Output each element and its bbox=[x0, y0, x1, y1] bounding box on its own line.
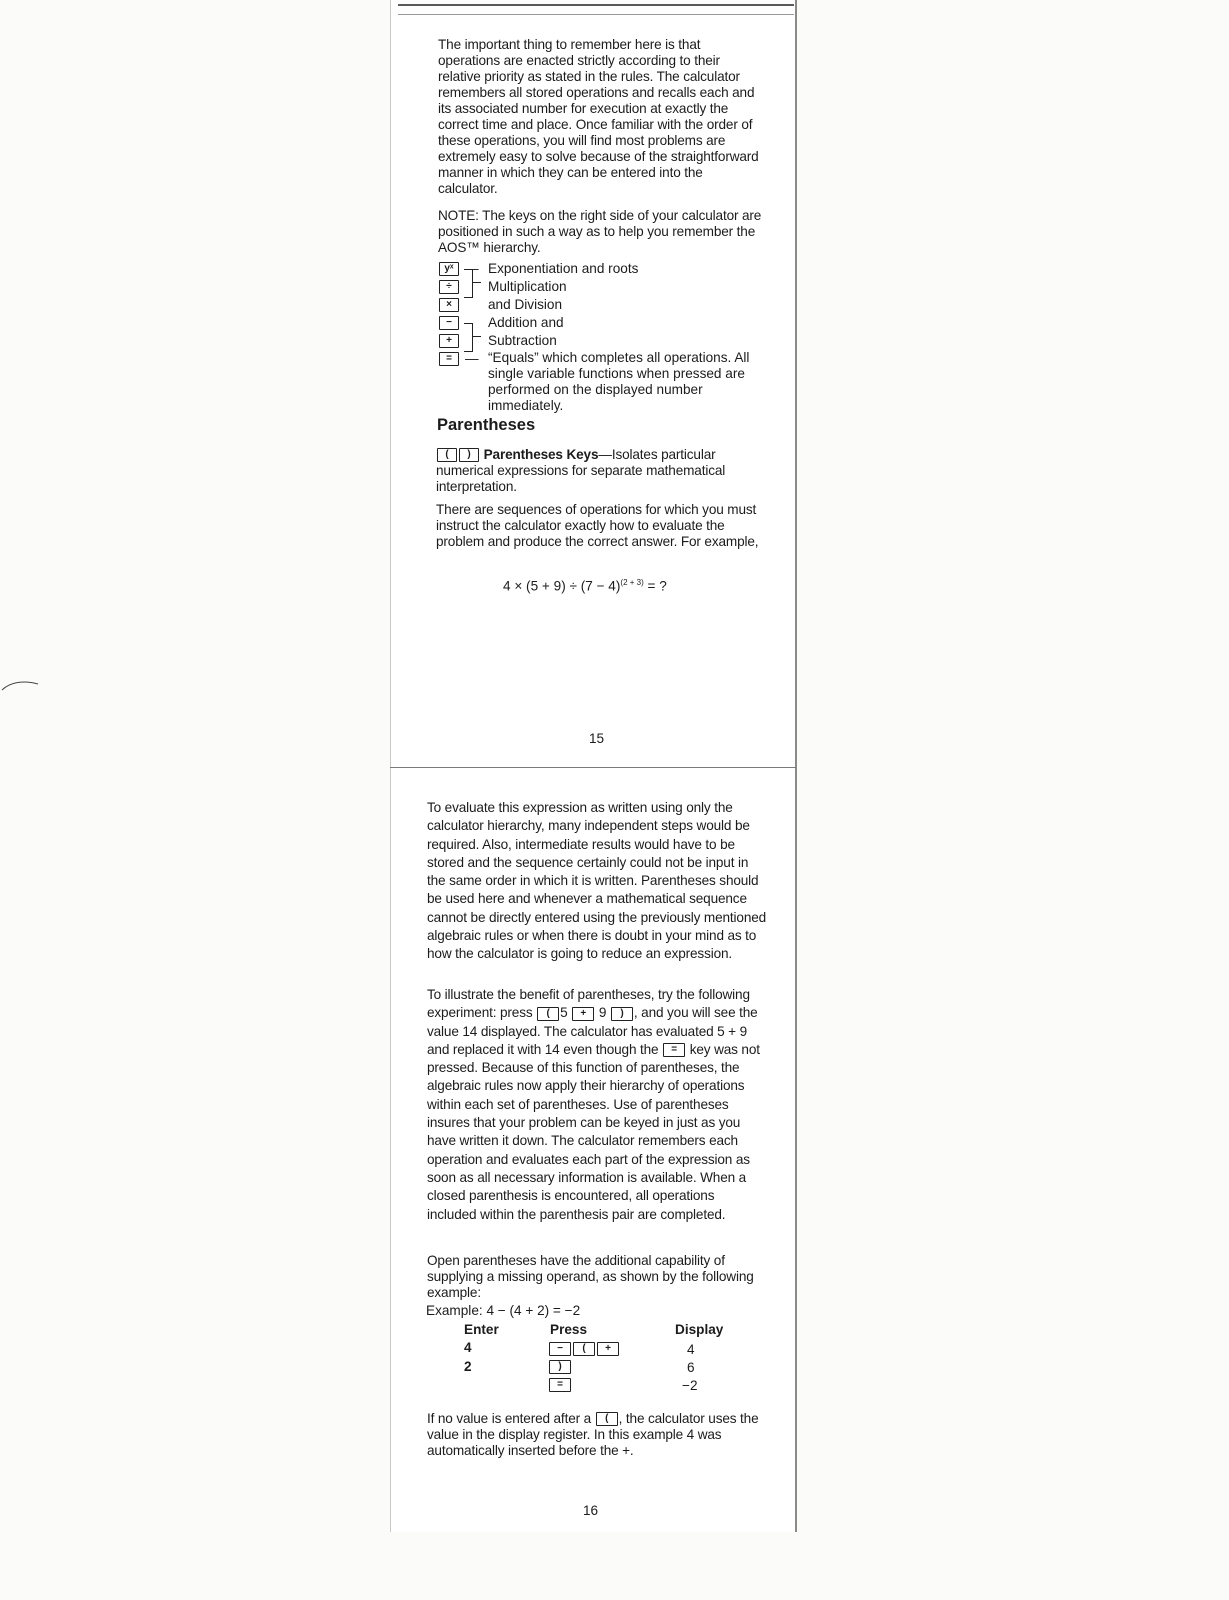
display-header: Display bbox=[675, 1322, 724, 1337]
plus-key-icon: + bbox=[439, 334, 459, 348]
open-paren-key-icon: ( bbox=[596, 1412, 618, 1426]
example-title: Example: 4 − (4 + 2) = −2 bbox=[426, 1303, 581, 1318]
subtraction-label: Subtraction bbox=[488, 333, 557, 348]
missing-value-text: , the calculator uses the value in the display register. In this example 4 was automatically inserted before the +. bbox=[427, 1411, 759, 1458]
enter-header: Enter bbox=[464, 1322, 499, 1337]
addsub-brace bbox=[464, 323, 473, 352]
display-value-row1: 4 bbox=[687, 1342, 695, 1357]
muldiv-brace bbox=[464, 269, 473, 298]
minus-key-icon: − bbox=[439, 316, 459, 330]
open-paren-key-icon: ( bbox=[537, 1007, 559, 1021]
display-value-row2: 6 bbox=[687, 1360, 695, 1375]
power-label: Exponentiation and roots bbox=[488, 261, 639, 276]
margin-mark bbox=[0, 678, 40, 698]
paren-keys-paragraph bbox=[436, 447, 766, 495]
open-paren-key-icon: ( bbox=[573, 1342, 595, 1356]
press-header: Press bbox=[550, 1322, 588, 1337]
open-paren-key-icon: ( bbox=[437, 448, 457, 462]
evaluate-paragraph: To evaluate this expression as written using only the calculator hierarchy, many independent steps would be required. Also, intermediate results would have to be stored and the sequence certainly could not be input in the same order in which it is written. Parentheses should be used here and whenever a mathematical sequence cannot be directly entered using the previously mentioned algebraic rules or when there is doubt in your mind as to how the calculator is going to reduce an expression. bbox=[427, 800, 767, 962]
digit-5: 5 bbox=[560, 1005, 568, 1021]
formula-exponent: (2 + 3) bbox=[620, 578, 644, 587]
multiplication-label: Multiplication bbox=[488, 279, 567, 294]
hierarchy-dash: — bbox=[465, 261, 479, 276]
division-label: and Division bbox=[488, 297, 563, 312]
close-paren-key-icon: ) bbox=[459, 448, 479, 462]
illustrate-text: To illustrate the benefit of parentheses, try the following experiment: press bbox=[427, 987, 750, 1021]
illustrate-paragraph bbox=[427, 986, 767, 1224]
close-paren-key-icon: ) bbox=[611, 1007, 633, 1021]
enter-value-row2: 2 bbox=[464, 1359, 472, 1374]
equals-key-icon: = bbox=[549, 1378, 571, 1392]
press-keys-row1 bbox=[548, 1341, 620, 1356]
formula-main: 4 × (5 + 9) ÷ (7 − 4) bbox=[503, 578, 621, 594]
open-paren-paragraph: Open parentheses have the additional capability of supplying a missing operand, as shown by the following example: bbox=[427, 1253, 754, 1300]
equals-label: “Equals” which completes all operations. All single variable functions when pressed are performed on the displayed number immediately. bbox=[488, 350, 750, 413]
missing-value-text: If no value is entered after a bbox=[427, 1411, 592, 1426]
missing-value-paragraph bbox=[427, 1411, 767, 1459]
plus-key-icon: + bbox=[572, 1007, 594, 1021]
multiply-key-icon: × bbox=[439, 298, 459, 312]
sequences-paragraph: There are sequences of operations for which you must instruct the calculator exactly how to evaluate the problem and produce the correct answer. For example, bbox=[436, 502, 759, 549]
digit-9: 9 bbox=[598, 1005, 607, 1021]
enter-value-row1: 4 bbox=[464, 1340, 472, 1355]
minus-key-icon: − bbox=[549, 1342, 571, 1356]
intro-paragraph: The important thing to remember here is that operations are enacted strictly according to their relative priority as stated in the rules. The calculator remembers all stored operations and recalls each and its associated number for execution at exactly the correct time and place. Once familiar with the order of these operations, you will find most problems are extremely easy to solve because of the straightforward manner in which they can be entered into the calculator. bbox=[438, 37, 759, 196]
hierarchy-dash: — bbox=[465, 351, 479, 366]
page-number-16: 16 bbox=[583, 1503, 599, 1518]
paren-keys-title: Parentheses Keys bbox=[483, 447, 599, 462]
note-paragraph: NOTE: The keys on the right side of your calculator are positioned in such a way as to help you remember the AOS™ hierarchy. bbox=[438, 208, 762, 255]
close-paren-key-icon: ) bbox=[549, 1360, 571, 1374]
equals-key-icon: = bbox=[663, 1043, 685, 1057]
equals-key-icon: = bbox=[439, 352, 459, 366]
press-keys-row2 bbox=[548, 1359, 572, 1374]
example-formula bbox=[503, 578, 667, 594]
paren-keys-desc: —Isolates particular numerical expressions for separate mathematical interpretation. bbox=[436, 447, 726, 494]
illustrate-text: key was not pressed. Because of this function of parentheses, the algebraic rules now apply their hierarchy of operations within each set of parentheses. Use of parentheses insures that your problem can be keyed in just as you have written it down. The calculator remembers each operation and evaluates each part of the expression as soon as all necessary information is available. When a closed parenthesis is encountered, all operations included within the parenthesis pair are completed. bbox=[427, 1041, 760, 1222]
plus-key-icon: + bbox=[597, 1342, 619, 1356]
divide-key-icon: ÷ bbox=[439, 280, 459, 294]
addition-label: Addition and bbox=[488, 315, 564, 330]
page-number-15: 15 bbox=[589, 731, 605, 746]
illustrate-text: , and you will see the value 14 displayed. The calculator has evaluated 5 + 9 and replaced it with 14 even though the bbox=[427, 1005, 758, 1057]
press-keys-row3 bbox=[548, 1377, 572, 1392]
page-divider bbox=[390, 767, 796, 768]
display-value-row3: −2 bbox=[682, 1378, 698, 1393]
power-key-icon: yˣ bbox=[439, 262, 459, 276]
page-top-edge bbox=[398, 4, 794, 15]
formula-end: = ? bbox=[647, 578, 667, 594]
section-heading: Parentheses bbox=[437, 416, 536, 434]
